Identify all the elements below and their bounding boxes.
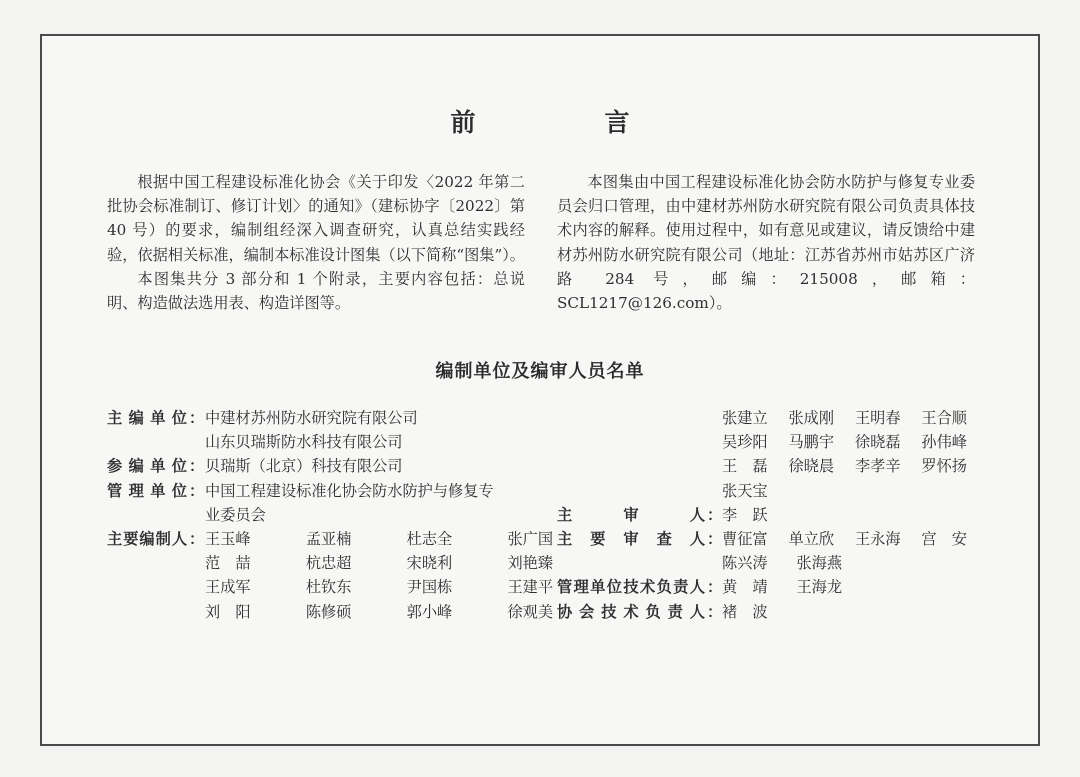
person-name: 褚 波 [722, 602, 768, 621]
name-group [722, 600, 782, 624]
managing-unit: 中国工程建设标准化协会防水防护与修复专 [205, 481, 494, 500]
label-char: 审 [623, 505, 639, 524]
name-group [205, 527, 553, 551]
person-name: 刘艳臻 [507, 554, 553, 573]
label-char: 位 [171, 457, 187, 476]
person-name: 马鹏宇 [788, 433, 835, 452]
colon: ： [189, 409, 205, 427]
tech-lead-label [557, 575, 705, 599]
participating-unit: 贝瑞斯（北京）科技有限公司 [205, 457, 403, 476]
name-group [205, 551, 553, 575]
label-char: 负 [645, 602, 661, 621]
preface-right [557, 170, 975, 315]
editors-label [107, 527, 187, 551]
list-row [557, 406, 977, 430]
person-name: 尹国栋 [406, 578, 453, 597]
person-name: 杜志全 [406, 529, 453, 548]
label-char: 理 [573, 578, 589, 597]
label-char: 编 [128, 457, 144, 476]
label-char: 主 [107, 409, 123, 427]
person-name: 罗怀扬 [921, 457, 967, 476]
list-row [107, 430, 547, 454]
person-name: 张海燕 [796, 554, 842, 573]
chief-unit: 山东贝瑞斯防水科技有限公司 [205, 433, 403, 452]
person-name: 郭小峰 [406, 602, 453, 621]
person-name: 李孝辛 [854, 457, 901, 476]
person-name: 张广国 [507, 529, 553, 548]
label-char: 主 [107, 529, 123, 548]
label-char: 单 [590, 578, 606, 597]
label-char: 主 [557, 505, 573, 524]
person-name: 徐观美 [507, 602, 553, 621]
label-char: 编 [139, 529, 155, 548]
label-char: 人 [689, 505, 705, 524]
person-name: 孟亚楠 [305, 529, 352, 548]
person-name: 杜钦东 [305, 578, 352, 597]
label-char: 负 [656, 578, 672, 597]
name-group [722, 575, 842, 599]
label-char: 编 [128, 409, 144, 427]
label-char: 人 [689, 578, 705, 597]
list-row [557, 600, 977, 624]
list-row [107, 454, 547, 478]
list-row [107, 406, 547, 430]
label-char: 责 [667, 602, 683, 621]
label-char: 人 [689, 529, 705, 548]
list-row [557, 551, 977, 575]
list-row [107, 551, 553, 575]
name-group [722, 551, 842, 575]
person-name: 张建立 [722, 409, 768, 427]
label-char: 管 [107, 481, 123, 500]
label-char: 位 [171, 481, 187, 500]
name-group [205, 600, 553, 624]
name-group [722, 527, 967, 551]
list-title: 编制单位及编审人员名单 [435, 361, 645, 382]
left-personnel-list [107, 406, 553, 624]
label-char: 人 [171, 529, 187, 548]
list-row [557, 527, 977, 551]
person-name: 王海龙 [796, 578, 842, 597]
page-frame [40, 34, 1040, 746]
list-row [557, 575, 977, 599]
chief-unit-label [107, 406, 187, 430]
label-char: 制 [155, 529, 171, 548]
list-row [107, 600, 553, 624]
person-name: 曹征富 [722, 529, 768, 548]
list-row [557, 479, 977, 503]
colon: ： [707, 602, 723, 621]
page-title: 前 言 [450, 108, 682, 137]
person-name: 王成军 [205, 578, 251, 597]
name-group [205, 575, 553, 599]
person-name: 孙伟峰 [921, 433, 967, 452]
right-personnel-list [557, 406, 977, 624]
person-name: 徐晓晨 [788, 457, 835, 476]
person-name: 黄 靖 [722, 578, 768, 597]
label-char: 参 [107, 457, 123, 476]
person-name: 宫 安 [921, 529, 967, 548]
label-char: 单 [150, 457, 166, 476]
preface-paragraph: 本图集共分 3 部分和 1 个附录，主要内容包括：总说明、构造做法选用表、构造详图等。 [107, 269, 525, 313]
label-char: 技 [623, 578, 639, 597]
person-name: 王 磊 [722, 457, 768, 476]
person-name: 陈兴涛 [722, 554, 768, 573]
label-char: 审 [623, 529, 639, 548]
managing-unit: 业委员会 [205, 505, 266, 524]
preface-paragraph: 本图集由中国工程建设标准化协会防水防护与修复专业委员会归口管理，由中建材苏州防水研究院有限公司负责具体技术内容的解释。使用过程中，如有意见或建议，请反馈给中建材苏州防水研究院有限公司（地址：江苏省苏州市姑苏区广济路 284 号，邮编：215008，邮箱：SCL1217@126.com）。 [557, 173, 975, 313]
person-name: 范 喆 [205, 554, 251, 573]
colon: ： [189, 529, 205, 548]
label-char: 人 [689, 602, 705, 621]
person-name: 王建平 [507, 578, 553, 597]
label-char: 术 [639, 578, 656, 597]
label-char: 要 [123, 529, 139, 548]
label-char: 术 [623, 602, 639, 621]
person-name: 单立欣 [788, 529, 835, 548]
colon: ： [707, 578, 723, 597]
list-row [107, 503, 547, 527]
person-name: 吴珍阳 [722, 433, 768, 452]
label-char: 主 [557, 529, 573, 548]
list-row [107, 575, 553, 599]
person-name: 刘 阳 [205, 602, 251, 621]
label-char: 单 [150, 409, 166, 427]
person-name: 张成刚 [788, 409, 835, 427]
colon: ： [707, 529, 723, 548]
name-group [722, 406, 967, 430]
label-char: 责 [673, 578, 689, 597]
label-char: 技 [601, 602, 617, 621]
person-name: 杭忠超 [305, 554, 352, 573]
label-char: 协 [557, 602, 573, 621]
assoc-lead-label [557, 600, 705, 624]
label-char: 位 [171, 409, 187, 427]
label-char: 单 [150, 481, 166, 500]
list-row [557, 430, 977, 454]
list-row [557, 454, 977, 478]
colon: ： [189, 457, 205, 476]
managing-unit-label [107, 479, 187, 503]
name-group [722, 430, 967, 454]
preface-paragraph: 根据中国工程建设标准化协会《关于印发〈2022 年第二批协会标准制订、修订计划〉的通知》（建标协字〔2022〕第 40 号）的要求，编制组经深入调查研究，认真总结实践经验，依据相关标准，编制本标准设计图集（以下简称“图集”）。 [107, 173, 525, 264]
name-group [722, 454, 967, 478]
name-group [722, 503, 782, 527]
person-name: 张天宝 [722, 481, 768, 500]
person-name: 徐晓磊 [854, 433, 901, 452]
person-name: 王合顺 [921, 409, 967, 427]
label-char: 理 [128, 481, 144, 500]
label-char: 会 [579, 602, 595, 621]
preface-left [107, 170, 525, 315]
person-name: 王明春 [854, 409, 901, 427]
label-char: 查 [656, 529, 672, 548]
person-name: 王玉峰 [205, 529, 251, 548]
participating-unit-label [107, 454, 187, 478]
person-name: 宋晓利 [406, 554, 453, 573]
colon: ： [189, 481, 205, 500]
chief-unit: 中建材苏州防水研究院有限公司 [205, 409, 418, 427]
person-name: 王永海 [854, 529, 901, 548]
reviewers-label [557, 527, 705, 551]
name-group [722, 479, 782, 503]
list-row [107, 527, 553, 551]
list-row [107, 479, 547, 503]
label-char: 管 [557, 578, 573, 597]
person-name: 陈修硕 [305, 602, 352, 621]
chief-reviewer-label [557, 503, 705, 527]
label-char: 要 [590, 529, 606, 548]
person-name: 李 跃 [722, 505, 768, 524]
colon: ： [707, 505, 723, 524]
label-char: 位 [606, 578, 622, 597]
list-row [557, 503, 977, 527]
